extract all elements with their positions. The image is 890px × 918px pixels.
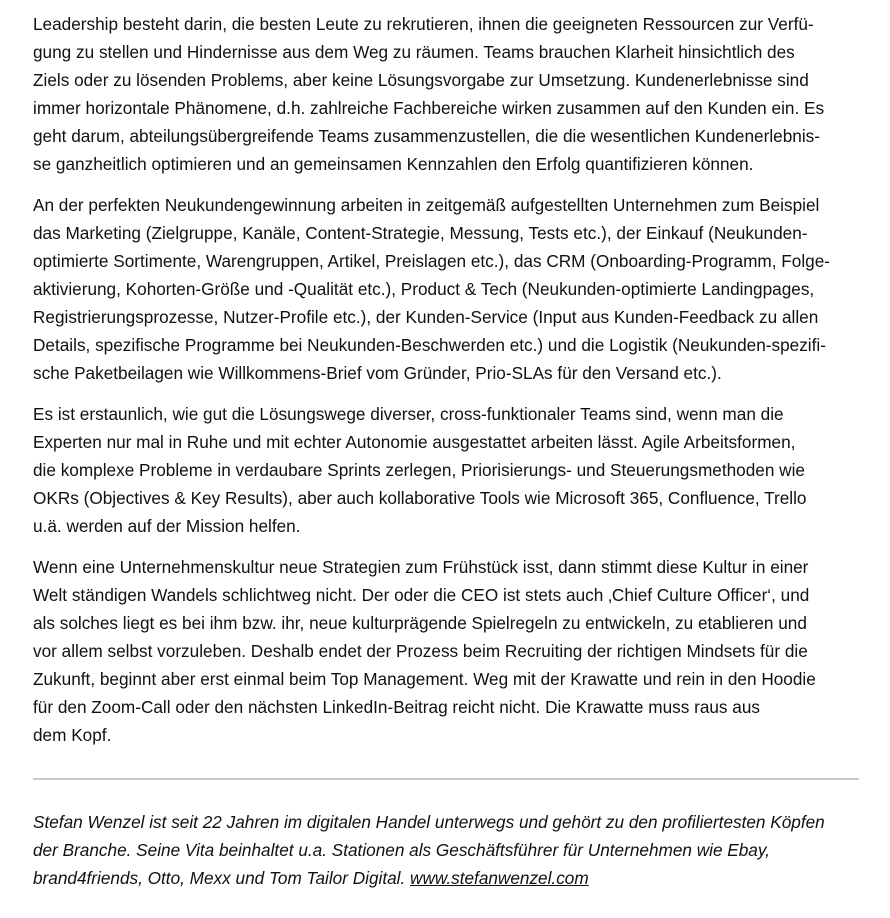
- paragraph-neukundengewinnung: An der perfekten Neukundengewinnung arbeiten in zeitgemäß aufgestellten Unternehmen zum Beispiel das Marketing (Zielgruppe, Kanäle, Content-Strategie, Messung, Tests etc.), der Einkauf (Neukunden- optimierte Sortimente, Warengruppen, Artikel, Preislagen etc.), das CRM (Onboarding-Programm, Folge- aktivierung, Kohorten-Größe und -Qualität etc.), Product & Tech (Neukunden-optimierte Landingpages, Registrierungsprozesse, Nutzer-Profile etc.), der Kunden-Service (Input aus Kunden-Feedback zu allen Details, spezifische Programme bei Neukunden-Beschwerden etc.) und die Logistik (Neukunden-spezifi- sche Paketbeilagen wie Willkommens-Brief vom Gründer, Prio-SLAs für den Versand etc.).: [33, 195, 830, 383]
- paragraph-leadership: Leadership besteht darin, die besten Leute zu rekrutieren, ihnen die geeigneten Ressourcen zur Verfü- gung zu stellen und Hindernisse aus dem Weg zu räumen. Teams brauchen Klarheit hinsichtlich des Ziels oder zu lösenden Problems, aber keine Lösungsvorgabe zur Umsetzung. Kundenerlebnisse sind immer horizontale Phänomene, d.h. zahlreiche Fachbereiche wirken zusammen auf den Kunden ein. Es geht darum, abteilungsübergreifende Teams zusammenzustellen, die die wesentlichen Kundenerlebnis- se ganzheitlich optimieren und an gemeinsamen Kennzahlen den Erfolg quantifizieren können.: [33, 14, 825, 174]
- paragraph-cross-funktionale-teams: Es ist erstaunlich, wie gut die Lösungswege diverser, cross-funktionaler Teams sind, wenn man die Experten nur mal in Ruhe und mit echter Autonomie ausgestattet arbeiten lässt. Agile Arbeitsformen, die komplexe Probleme in verdaubare Sprints zerlegen, Priorisierungs- und Steuerungsmethoden wie OKRs (Objectives & Key Results), aber auch kollaborative Tools wie Microsoft 365, Confluence, Trello u.ä. werden auf der Mission helfen.: [33, 404, 807, 536]
- paragraph-unternehmenskultur: Wenn eine Unternehmenskultur neue Strategien zum Frühstück isst, dann stimmt diese Kultur in einer Welt ständigen Wandels schlichtweg nicht. Der oder die CEO ist stets auch ‚Chief Culture Officer‘, und als solches liegt es bei ihm bzw. ihr, neue kulturprägende Spielregeln zu entwickeln, zu etablieren und vor allem selbst vorzuleben. Deshalb endet der Prozess beim Recruiting der richtigen Mindsets für die Zukunft, beginnt aber erst einmal beim Top Management. Weg mit der Krawatte und rein in den Hoodie für den Zoom-Call oder den nächsten LinkedIn-Beitrag reicht nicht. Die Krawatte muss raus aus dem Kopf.: [33, 557, 816, 745]
- section-divider: [33, 778, 859, 780]
- author-bio: [33, 808, 859, 892]
- author-bio-text: Stefan Wenzel ist seit 22 Jahren im digitalen Handel unterwegs und gehört zu den profiliertesten Köpfen der Branche. Seine Vita beinhaltet u.a. Stationen als Geschäftsführer für Unternehmen wie Ebay, brand4friends, Otto, Mexx und Tom Tailor Digital.: [33, 812, 825, 888]
- article-body: [33, 10, 859, 892]
- author-website-link[interactable]: www.stefanwenzel.com: [410, 868, 589, 888]
